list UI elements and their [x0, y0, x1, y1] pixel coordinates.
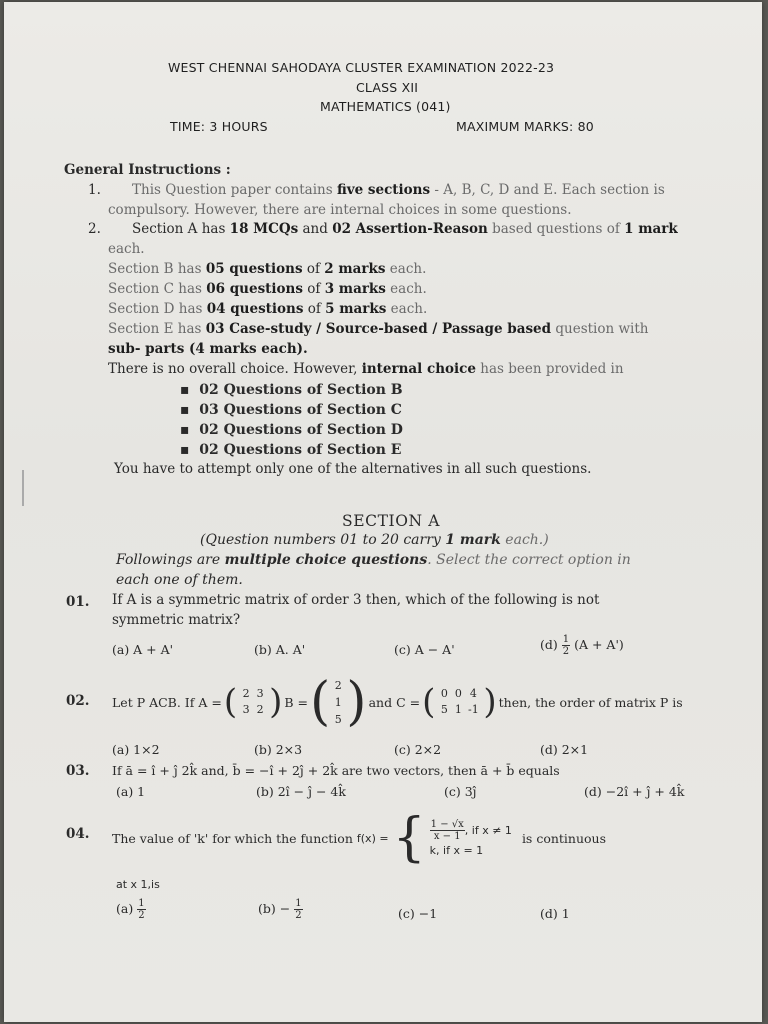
section-b-marks: 2 marks: [324, 261, 386, 277]
q2-b-label: B =: [284, 694, 308, 710]
bullet-item: ▪ 02 Questions of Section B: [180, 382, 403, 398]
q1-text-line2: symmetric matrix?: [112, 612, 241, 628]
instructions-title: General Instructions :: [64, 162, 231, 178]
instruction-2-text-e: based questions of: [487, 221, 625, 237]
section-c-text-e: each.: [385, 281, 427, 297]
section-e-text-a: Section E has: [108, 321, 206, 337]
instruction-1-text-a: This Question paper contains: [132, 182, 337, 198]
mcq-bold: multiple choice questions: [224, 552, 428, 568]
class-label: CLASS XII: [356, 80, 419, 95]
instruction-2-mark: 1 mark: [624, 221, 678, 237]
q2-option-b: (b) 2×3: [254, 742, 303, 757]
matrix-bracket-left: (: [422, 682, 436, 722]
instruction-1-line2: compulsory. However, there are internal choices in some questions.: [108, 202, 572, 218]
time-label: TIME: 3 HOURS: [170, 119, 268, 134]
q1-option-d: [540, 634, 624, 657]
q4-case-1: [430, 819, 512, 842]
pen-mark: [22, 470, 24, 506]
matrix-a: [239, 686, 267, 718]
section-c-text-a: Section C has: [108, 281, 207, 297]
q4-case-fraction: [430, 819, 465, 842]
q4-fx-label: f(x) =: [356, 831, 389, 845]
q4-number: 04.: [66, 826, 90, 842]
q2-text-post: then, the order of matrix P is: [498, 694, 683, 710]
matrix-b-cell: 1: [334, 695, 342, 709]
matrix-a-cell: 2: [256, 703, 264, 716]
matrix-b: [332, 677, 344, 728]
q4-text: [112, 808, 606, 868]
q4-a-denominator: 2: [138, 910, 145, 921]
q2-text: [112, 672, 683, 732]
instruction-2-mcq: 18 MCQs: [229, 221, 299, 237]
q4-option-d: (d) 1: [540, 906, 570, 921]
instruction-1-bold: five sections: [336, 182, 431, 198]
section-a-sub-a: (Question numbers 01 to 20 carry: [200, 532, 446, 548]
section-c-marks: 3 marks: [324, 281, 386, 297]
instruction-1-text-c: - A, B, C, D and E. Each section is: [430, 182, 665, 198]
q2-number: 02.: [66, 693, 90, 709]
matrix-c: [437, 686, 481, 718]
q4-b-fraction: [294, 898, 302, 921]
bullet-text: 02 Questions of Section E: [199, 442, 402, 458]
section-d-text-e: each.: [386, 301, 428, 317]
section-d-text-a: Section D has: [108, 301, 207, 317]
q1-option-b: (b) A. A': [254, 642, 306, 657]
instruction-2: [132, 221, 678, 237]
q4-case-2: k, if x = 1: [429, 844, 484, 857]
instruction-2-num: 2.: [88, 221, 101, 237]
instruction-1: [132, 182, 665, 198]
matrix-c-cell: 1: [454, 703, 462, 716]
matrix-bracket-right: ): [483, 682, 497, 722]
matrix-a-cell: 3: [256, 687, 264, 700]
instruction-2-line2: each.: [108, 241, 145, 257]
q4-case-1-cond: , if x ≠ 1: [464, 824, 512, 837]
mcq-instruction-line2: each one of them.: [116, 572, 243, 588]
q1-d-label: (d): [540, 637, 558, 652]
matrix-b-cell: 5: [334, 712, 342, 726]
section-e-text-c: question with: [551, 321, 649, 337]
choice-text-a: There is no overall choice. However,: [108, 361, 362, 377]
q4-b-numerator: 1: [295, 898, 302, 909]
section-d-text-c: of: [303, 301, 326, 317]
q2-text-pre: Let P ACB. If A =: [112, 694, 222, 710]
q4-a-label: (a): [116, 901, 134, 916]
q1-number: 01.: [66, 594, 90, 610]
section-a-subtitle: [200, 532, 549, 548]
matrix-b-cell: 2: [334, 678, 342, 692]
q4-option-a: [116, 898, 146, 921]
q3-text: If ā = î + ĵ 2k̂ and, b̄ = −î + 2ĵ + 2k̂ are two vectors, then ā + b̄ equals: [112, 763, 560, 778]
instruction-2-text-a: Section A has: [132, 221, 230, 237]
instruction-1-num: 1.: [88, 182, 101, 198]
section-e-info: [108, 321, 648, 337]
mcq-text-a: Followings are: [116, 552, 225, 568]
q1-d-numerator: 1: [562, 634, 570, 645]
max-marks-label: MAXIMUM MARKS: 80: [456, 119, 594, 134]
choice-text-c: has been provided in: [475, 361, 624, 377]
section-a-sub-c: each.): [500, 532, 549, 548]
matrix-c-cell: 0: [454, 687, 462, 700]
q4-a-fraction: [137, 898, 145, 921]
section-b-text-e: each.: [385, 261, 427, 277]
matrix-c-cell: -1: [468, 703, 479, 716]
choice-info: [108, 361, 624, 377]
matrix-bracket-left: (: [310, 672, 331, 732]
matrix-c-cell: 5: [440, 703, 448, 716]
section-b-text-c: of: [302, 261, 325, 277]
q4-piecewise: [430, 819, 512, 857]
section-a-title: SECTION A: [342, 512, 441, 530]
matrix-a-cell: 3: [242, 703, 250, 716]
bullet-text: 03 Questions of Section C: [199, 402, 402, 418]
mcq-text-c: . Select the correct option in: [427, 552, 631, 568]
section-c-count: 06 questions: [206, 281, 303, 297]
bullet-item: ▪ 02 Questions of Section E: [180, 442, 402, 458]
q1-option-a: (a) A + A': [112, 642, 174, 657]
attempt-note: You have to attempt only one of the alternatives in all such questions.: [114, 461, 592, 477]
section-d-count: 04 questions: [206, 301, 304, 317]
bullet-text: 02 Questions of Section D: [199, 422, 403, 438]
section-e-line2: sub- parts (4 marks each).: [108, 341, 308, 357]
q1-d-fraction: [562, 634, 570, 657]
q4-text-post: is continuous: [521, 830, 607, 846]
piecewise-brace-icon: {: [392, 808, 426, 868]
subject-label: MATHEMATICS (041): [320, 99, 451, 114]
q4-option-c: (c) −1: [398, 906, 438, 921]
q4-text-pre: The value of 'k' for which the function: [112, 830, 353, 846]
q1-option-c: (c) A − A': [394, 642, 455, 657]
q4-text-line2: at x 1,is: [116, 878, 160, 891]
q1-d-expression: (A + A'): [574, 637, 624, 652]
q2-c-label: and C =: [368, 694, 421, 710]
q4-b-denominator: 2: [295, 910, 302, 921]
section-c-info: [108, 281, 427, 297]
q2-option-c: (c) 2×2: [394, 742, 442, 757]
bullet-item: ▪ 02 Questions of Section D: [180, 422, 403, 438]
q2-option-d: (d) 2×1: [540, 742, 589, 757]
section-b-text-a: Section B has: [108, 261, 206, 277]
q3-number: 03.: [66, 763, 90, 779]
section-e-type: 03 Case-study / Source-based / Passage based: [205, 321, 552, 337]
exam-title: WEST CHENNAI SAHODAYA CLUSTER EXAMINATION 2022-23: [168, 60, 555, 75]
bullet-item: ▪ 03 Questions of Section C: [180, 402, 402, 418]
section-d-info: [108, 301, 427, 317]
matrix-bracket-right: ): [346, 672, 367, 732]
q3-option-c: (c) 3ĵ: [444, 784, 477, 799]
section-c-text-c: of: [302, 281, 325, 297]
section-b-count: 05 questions: [205, 261, 303, 277]
instruction-2-ar: 02 Assertion-Reason: [332, 221, 488, 237]
q1-d-denominator: 2: [562, 646, 570, 657]
choice-bold: internal choice: [361, 361, 476, 377]
q4-case-denominator: x − 1: [433, 831, 461, 842]
section-d-marks: 5 marks: [325, 301, 387, 317]
q1-text: If A is a symmetric matrix of order 3 then, which of the following is not: [112, 592, 600, 608]
section-a-sub-mark: 1 mark: [445, 532, 501, 548]
mcq-instruction: [116, 552, 631, 568]
q4-case-numerator: 1 − √x: [430, 819, 464, 830]
instruction-2-text-c: and: [298, 221, 333, 237]
bullet-text: 02 Questions of Section B: [199, 382, 403, 398]
section-b-info: [108, 261, 426, 277]
q3-option-a: (a) 1: [116, 784, 146, 799]
q4-a-numerator: 1: [138, 898, 145, 909]
q4-option-b: [258, 898, 303, 921]
matrix-a-cell: 2: [242, 687, 250, 700]
q4-b-label: (b) −: [258, 901, 291, 916]
q3-option-b: (b) 2î − ĵ − 4k̂: [256, 784, 346, 799]
matrix-c-cell: 0: [440, 687, 448, 700]
q2-option-a: (a) 1×2: [112, 742, 160, 757]
q3-option-d: (d) −2î + ĵ + 4k̂: [584, 784, 685, 799]
matrix-c-cell: 4: [469, 687, 477, 700]
matrix-bracket-right: ): [269, 682, 283, 722]
exam-paper: [4, 2, 762, 1022]
matrix-bracket-left: (: [223, 682, 238, 722]
